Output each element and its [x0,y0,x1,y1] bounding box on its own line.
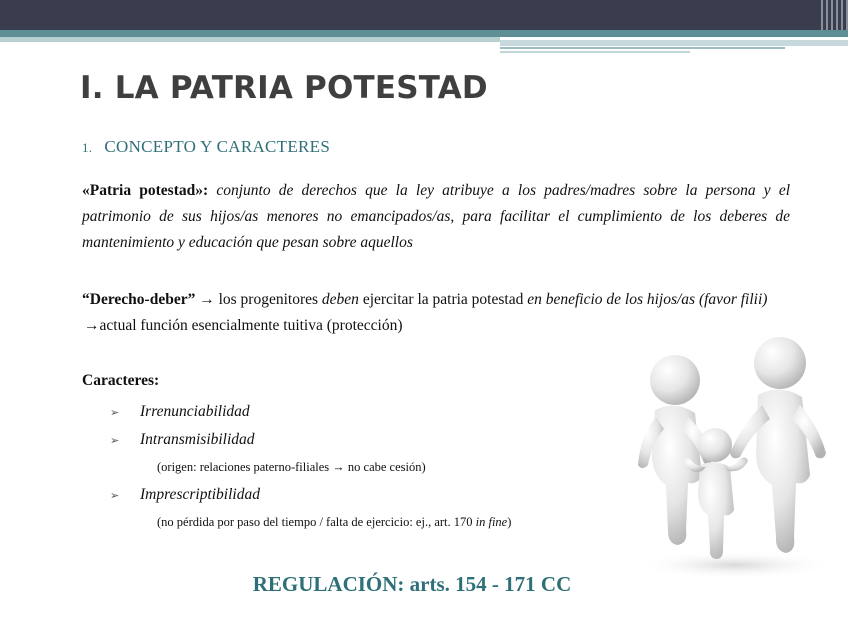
derecho-deber-emphasis-2: en beneficio de los hijos/as (favor filii) [527,291,768,308]
list-item [110,426,511,454]
arrowhead-bullet-icon: ➢ [110,489,120,502]
derecho-deber-text-1: los progenitores [214,291,322,308]
list-item-note: (origen: relaciones paterno-filiales → no cabe cesión) [157,460,426,474]
derecho-deber-term: “Derecho-deber” [82,291,196,308]
list-item-label: Irrenunciabilidad [140,403,250,420]
header-band-light [0,37,500,42]
adult-figure-right [730,337,826,553]
definition-text: conjunto de derechos que la ley atribuye a los padres/madres sobre la persona y el patrimonio de sus hijos/as menores no emancipados/as, para facilitar el cumplimiento de los deberes de mantenimiento y educación que pesan sobre aquellos [82,182,791,251]
definition-term: «Patria potestad»: [82,182,209,199]
note-emphasis: in fine [475,515,508,529]
definition-paragraph [82,178,790,256]
list-item [110,481,511,509]
list-item [110,398,511,426]
list-item-label: Imprescriptibilidad [140,486,260,503]
header-rule-secondary [500,51,690,53]
section-label: CONCEPTO Y CARACTERES [104,137,331,156]
family-figures-icon [630,325,840,585]
list-item-note [157,509,511,536]
derecho-deber-paragraph [82,287,790,313]
caracteres-heading: Caracteres: [82,372,160,389]
header-band [0,30,848,37]
note-text-end: ) [507,515,512,529]
regulation-text: REGULACIÓN: arts. 154 - 171 CC [252,572,572,596]
arrowhead-bullet-icon: ➢ [110,406,120,419]
section-number: 1. [82,140,93,155]
arrowhead-bullet-icon: ➢ [110,434,120,447]
header-stripes [818,0,848,30]
section-heading [82,137,330,157]
header-bar [0,0,848,30]
caracteres-list [110,398,511,536]
header-band-light-right [500,40,848,46]
note-text: (no pérdida por paso del tiempo / falta de ejercicio: ej., art. 170 [157,515,476,529]
derecho-deber-text-2: ejercitar la patria potestad [358,291,528,308]
slide-title: I. LA PATRIA POTESTAD [80,70,488,106]
arrow-icon: → [84,317,100,334]
tuitiva-text: actual función esencialmente tuitiva (protección) [99,317,403,334]
header-rule [500,47,785,49]
derecho-deber-emphasis-1: deben [321,291,359,308]
arrow-icon: → [199,291,215,308]
list-item-label: Intransmisibilidad [140,431,255,448]
